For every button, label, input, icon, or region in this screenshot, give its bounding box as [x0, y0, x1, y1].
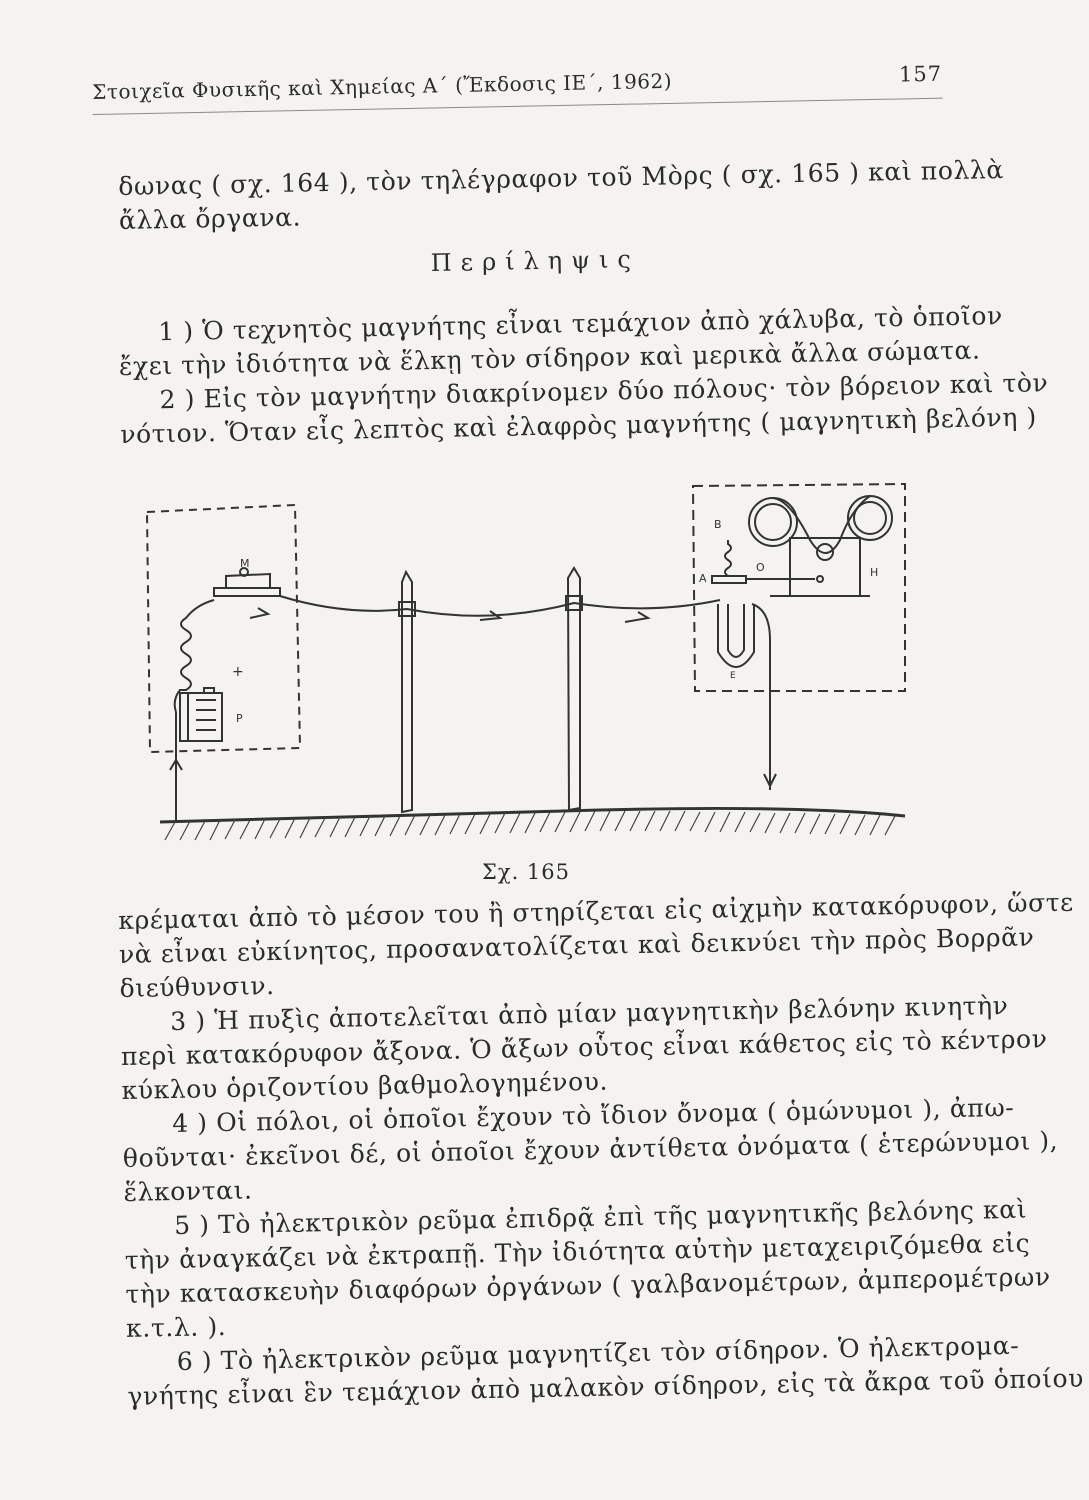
summary-bottom-paragraphs [118, 887, 1085, 1414]
text-line: 1 ) Ὁ τεχνητὸς μαγνήτης εἶναι τεμάχιον ἀπὸ χάλυβα, τὸ ὁποῖον [158, 301, 1004, 347]
current-arrow-1 [250, 608, 268, 618]
text-line: περὶ κατακόρυφον ἄξονα. Ὁ ἄξων οὗτος εἶναι κάθετος εἰς τὸ κέντρον [120, 1024, 1048, 1071]
text-line: 3 ) Ἡ πυξὶς ἀποτελεῖται ἀπὸ μίαν μαγνητικὴν βελόνην κινητὴν [169, 990, 1009, 1037]
electromagnet [718, 604, 754, 667]
text-line: ἔχει τὴν ἰδιότητα νὰ ἕλκῃ τὸν σίδηρον καὶ μερικὰ ἄλλα σώματα. [118, 335, 981, 381]
ground-line [160, 808, 905, 822]
text-line: τὴν ἀναγκάζει νὰ ἐκτραπῇ. Τὴν ἰδιότητα αὐτὴν μεταχειριζόμεθα εἰς [124, 1228, 1031, 1275]
battery-cell [180, 688, 222, 741]
text-line: κ.τ.λ. ). [125, 1312, 227, 1343]
page-number: 157 [898, 61, 943, 87]
text-line: κύκλου ὁριζοντίου βαθμολογημένου. [121, 1066, 609, 1105]
morse-key [214, 568, 280, 596]
header-title: Στοιχεῖα Φυσικῆς καὶ Χημείας Α΄ (Ἔκδοσις ΙΕ΄, 1962) [92, 68, 673, 104]
text-line: γνήτης εἶναι ἓν τεμάχιον ἀπὸ μαλακὸν σίδηρον, εἰς τὰ ἄκρα τοῦ ὁποίου [127, 1363, 1085, 1411]
label-key: Μ [240, 557, 250, 570]
text-line: ἕλκονται. [123, 1175, 253, 1207]
text-line: τὴν κατασκευὴν διαφόρων ὀργάνων ( γαλβανομέτρων, ἀμπερομέτρων [125, 1262, 1051, 1309]
armature-spring [725, 540, 731, 576]
text-line: θοῦνται· ἐκεῖνοι δέ, οἱ ὁποῖοι ἔχουν ἀντίθετα ὀνόματα ( ἑτερώνυμοι ), [122, 1125, 1059, 1173]
text-line: διεύθυνσιν. [119, 971, 275, 1003]
label-b: Β [714, 518, 722, 531]
label-e: Ε [730, 671, 736, 681]
label-o: Ο [756, 561, 765, 574]
sender-station-box [147, 505, 300, 752]
telegraph-line [280, 596, 720, 616]
current-arrow-3 [625, 612, 648, 622]
label-plus: + [232, 664, 244, 680]
armature-lever [712, 576, 746, 583]
ground-hatching [165, 811, 895, 840]
text-line: νὰ εἶναι εὐκίνητος, προσανατολίζεται καὶ δεικνύει τὴν πρὸς Βορρᾶν [118, 922, 1035, 969]
figure-caption: Σχ. 165 [482, 860, 571, 884]
section-heading: Περίληψις [430, 245, 641, 278]
label-a: Α [699, 572, 707, 585]
text-line: κρέμαται ἀπὸ τὸ μέσον του ἢ στηρίζεται εἰς αἰχμὴν κατακόρυφον, ὥστε [118, 887, 1074, 935]
label-h: Η [870, 566, 879, 579]
text-line: 4 ) Οἱ πόλοι, οἱ ὁποῖοι ἔχουν τὸ ἴδιον ὄνομα ( ὁμώνυμοι ), ἀπω- [171, 1092, 1015, 1138]
text-line: ἄλλα ὄργανα. [118, 202, 302, 235]
text-line: νότιον. Ὅταν εἷς λεπτὸς καὶ ἐλαφρὸς μαγνήτης ( μαγνητικὴ βελόνη ) [119, 402, 1038, 449]
text-line: δωνας ( σχ. 164 ), τὸν τηλέγραφον τοῦ Μὸρς ( σχ. 165 ) καὶ πολλὰ [118, 154, 1005, 201]
label-battery: Ρ [236, 712, 243, 725]
text-line: 5 ) Τὸ ἠλεκτρικὸν ρεῦμα ἐπιδρᾷ ἐπὶ τῆς μαγνητικῆς βελόνης καὶ [173, 1194, 1028, 1240]
text-line: 6 ) Τὸ ἠλεκτρικὸν ρεῦμα μαγνητίζει τὸν σίδηρον. Ὁ ἠλεκτρομα- [176, 1330, 1020, 1376]
text-line: 2 ) Εἰς τὸν μαγνήτην διακρίνομεν δύο πόλους· τὸν βόρειον καὶ τὸν [159, 368, 1049, 415]
